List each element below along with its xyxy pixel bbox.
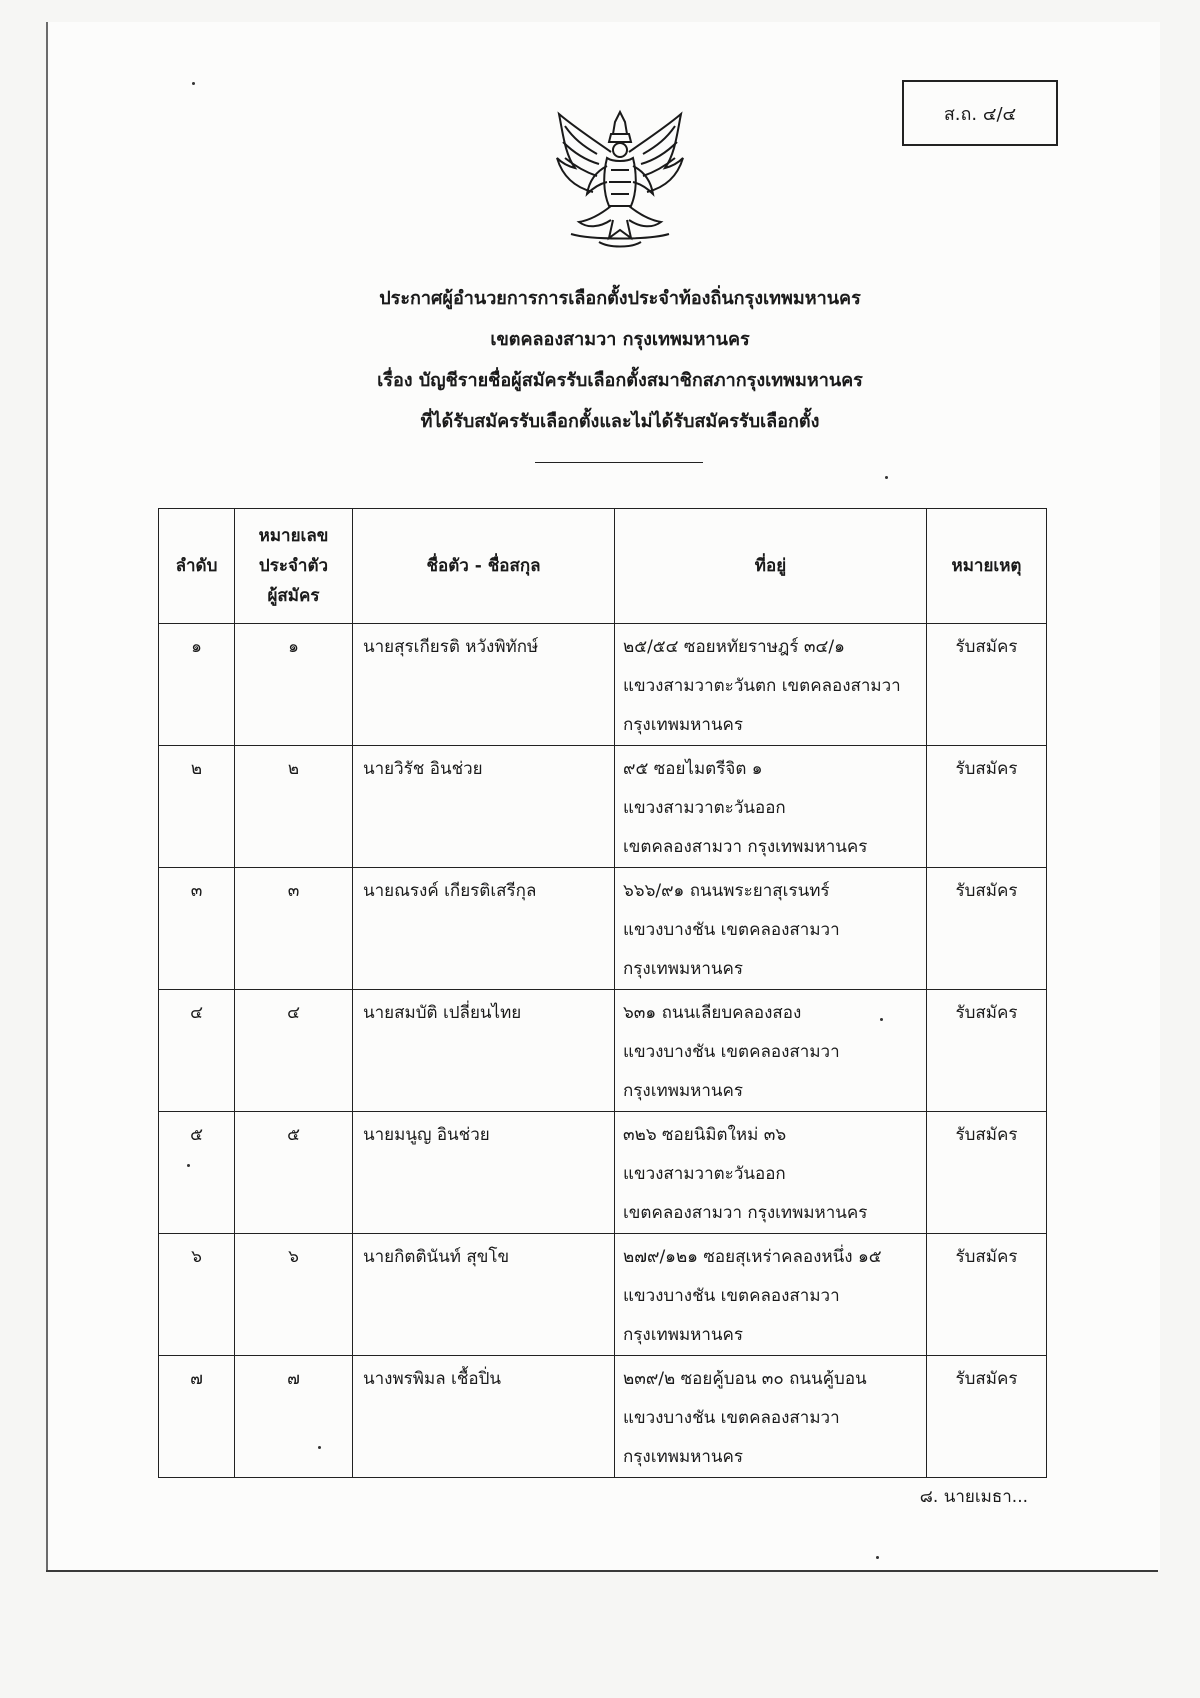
table-row — [159, 868, 1047, 990]
header-order: ลำดับ — [159, 509, 235, 624]
header-candidate-number — [235, 509, 353, 624]
header-candidate-number-line-2: ประจำตัว — [258, 556, 329, 576]
address-line: ๓๒๖ ซอยนิมิตใหม่ ๓๖ — [623, 1125, 787, 1145]
cell-order: ๓ — [159, 868, 235, 990]
form-code-box — [902, 80, 1058, 146]
cell-address — [615, 1112, 927, 1234]
announcement-heading — [250, 278, 990, 442]
cell-address — [615, 746, 927, 868]
cell-address — [615, 868, 927, 990]
scan-speck — [880, 1018, 883, 1021]
address-line: แขวงบางชัน เขตคลองสามวา — [623, 1286, 840, 1306]
heading-line-4: ที่ได้รับสมัครรับเลือกตั้งและไม่ได้รับสมัครรับเลือกตั้ง — [420, 411, 820, 432]
address-line: ๒๓๙/๒ ซอยคู้บอน ๓๐ ถนนคู้บอน — [623, 1369, 867, 1389]
address-line: ๖๖๖/๙๑ ถนนพระยาสุเรนทร์ — [623, 881, 830, 901]
address-line: แขวงบางชัน เขตคลองสามวา — [623, 1042, 840, 1062]
header-name: ชื่อตัว - ชื่อสกุล — [353, 509, 615, 624]
cell-order: ๑ — [159, 624, 235, 746]
scan-speck — [885, 476, 888, 479]
cell-order: ๒ — [159, 746, 235, 868]
cell-name: นายกิตตินันท์ สุขโข — [353, 1234, 615, 1356]
header-remark: หมายเหตุ — [927, 509, 1047, 624]
cell-name: นายสุรเกียรติ หวังพิทักษ์ — [353, 624, 615, 746]
cell-name: นายณรงค์ เกียรติเสรีกุล — [353, 868, 615, 990]
address-line: กรุงเทพมหานคร — [623, 1325, 744, 1345]
address-line: แขวงบางชัน เขตคลองสามวา — [623, 920, 840, 940]
cell-candidate-number: ๒ — [235, 746, 353, 868]
address-line: แขวงสามวาตะวันออก — [623, 1164, 786, 1184]
header-address: ที่อยู่ — [615, 509, 927, 624]
heading-line-1: ประกาศผู้อำนวยการการเลือกตั้งประจำท้องถิ่นกรุงเทพมหานคร — [379, 288, 861, 309]
form-code-label: ส.ถ. ๔/๔ — [943, 103, 1017, 125]
cell-order: ๕ — [159, 1112, 235, 1234]
cell-name: นายสมบัติ เปลี่ยนไทย — [353, 990, 615, 1112]
table-row — [159, 624, 1047, 746]
cell-order: ๖ — [159, 1234, 235, 1356]
address-line: ๖๓๑ ถนนเลียบคลองสอง — [623, 1003, 802, 1023]
cell-name: นายวิรัช อินช่วย — [353, 746, 615, 868]
continuation-note: ๘. นายเมธา... — [919, 1487, 1028, 1507]
heading-line-3: เรื่อง บัญชีรายชื่อผู้สมัครรับเลือกตั้งสมาชิกสภากรุงเทพมหานคร — [377, 370, 863, 391]
cell-remark: รับสมัคร — [927, 868, 1047, 990]
address-line: เขตคลองสามวา กรุงเทพมหานคร — [623, 837, 868, 857]
cell-order: ๔ — [159, 990, 235, 1112]
cell-address — [615, 990, 927, 1112]
candidate-table — [158, 508, 1047, 1478]
table-row — [159, 1112, 1047, 1234]
address-line: แขวงสามวาตะวันตก เขตคลองสามวา — [623, 676, 901, 696]
page-bottom-edge — [46, 1570, 1158, 1572]
cell-candidate-number: ๖ — [235, 1234, 353, 1356]
cell-candidate-number: ๗ — [235, 1356, 353, 1478]
table-row — [159, 990, 1047, 1112]
table-row — [159, 1356, 1047, 1478]
address-line: กรุงเทพมหานคร — [623, 1447, 744, 1467]
cell-order: ๗ — [159, 1356, 235, 1478]
cell-address — [615, 624, 927, 746]
cell-name: นางพรพิมล เชื้อปิ่น — [353, 1356, 615, 1478]
cell-candidate-number: ๔ — [235, 990, 353, 1112]
header-candidate-number-line-1: หมายเลข — [258, 526, 329, 546]
cell-remark: รับสมัคร — [927, 746, 1047, 868]
table-row — [159, 746, 1047, 868]
cell-candidate-number: ๓ — [235, 868, 353, 990]
cell-candidate-number: ๕ — [235, 1112, 353, 1234]
cell-remark: รับสมัคร — [927, 990, 1047, 1112]
cell-name: นายมนูญ อินช่วย — [353, 1112, 615, 1234]
cell-candidate-number: ๑ — [235, 624, 353, 746]
scan-speck — [187, 1164, 190, 1167]
address-line: กรุงเทพมหานคร — [623, 715, 744, 735]
scan-speck — [318, 1446, 321, 1449]
scan-speck — [192, 82, 195, 85]
address-line: ๒๕/๕๔ ซอยหทัยราษฎร์ ๓๔/๑ — [623, 637, 845, 657]
heading-line-2: เขตคลองสามวา กรุงเทพมหานคร — [490, 329, 750, 350]
cell-remark: รับสมัคร — [927, 1234, 1047, 1356]
address-line: กรุงเทพมหานคร — [623, 1081, 744, 1101]
garuda-emblem-icon — [551, 108, 689, 252]
table-header-row — [159, 509, 1047, 624]
heading-divider — [535, 462, 703, 463]
address-line: ๒๗๙/๑๒๑ ซอยสุเหร่าคลองหนึ่ง ๑๕ — [623, 1247, 882, 1267]
header-candidate-number-line-3: ผู้สมัคร — [267, 586, 320, 606]
cell-address — [615, 1356, 927, 1478]
address-line: แขวงสามวาตะวันออก — [623, 798, 786, 818]
table-row — [159, 1234, 1047, 1356]
cell-remark: รับสมัคร — [927, 624, 1047, 746]
address-line: ๙๕ ซอยไมตรีจิต ๑ — [623, 759, 763, 779]
scan-speck — [876, 1556, 879, 1559]
cell-address — [615, 1234, 927, 1356]
address-line: แขวงบางชัน เขตคลองสามวา — [623, 1408, 840, 1428]
cell-remark: รับสมัคร — [927, 1356, 1047, 1478]
cell-remark: รับสมัคร — [927, 1112, 1047, 1234]
address-line: กรุงเทพมหานคร — [623, 959, 744, 979]
address-line: เขตคลองสามวา กรุงเทพมหานคร — [623, 1203, 868, 1223]
